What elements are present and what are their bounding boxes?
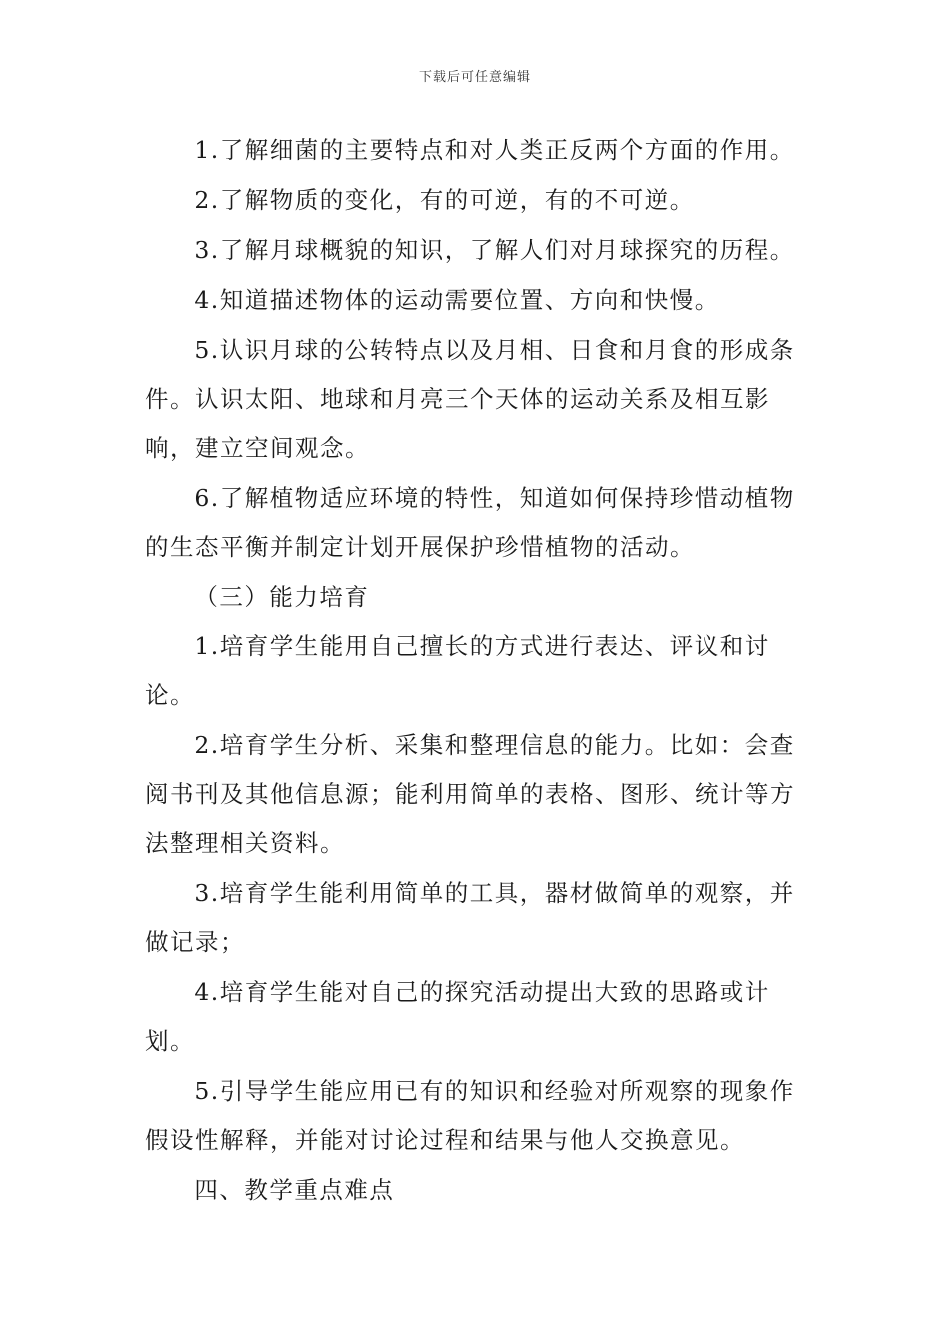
paragraph-goal-3: 3.了解月球概貌的知识，了解人们对月球探究的历程。 [194,236,795,264]
paragraph-goal-6: 6.了解植物适应环境的特性，知道如何保持珍惜动植物的生态平衡并制定计划开展保护珍惜植物的活动。 [145,484,795,561]
paragraph-ability-1: 1.培育学生能用自己擅长的方式进行表达、评议和讨论。 [145,632,770,709]
document-body [145,126,810,1215]
paragraph-ability-3: 3.培育学生能利用简单的工具，器材做简单的观察，并做记录； [145,879,795,956]
section-heading-key-points: 四、教学重点难点 [194,1176,395,1204]
section-heading-ability: （三）能力培育 [194,583,370,611]
paragraph-ability-5: 5.引导学生能应用已有的知识和经验对所观察的现象作假设性解释，并能对讨论过程和结果与他人交换意见。 [145,1077,795,1154]
page-header: 下载后可任意编辑 [418,70,531,85]
paragraph-goal-5: 5.认识月球的公转特点以及月相、日食和月食的形成条件。认识太阳、地球和月亮三个天体的运动关系及相互影响，建立空间观念。 [145,336,795,462]
paragraph-ability-2: 2.培育学生分析、采集和整理信息的能力。比如：会查阅书刊及其他信息源；能利用简单的表格、图形、统计等方法整理相关资料。 [145,731,795,857]
paragraph-goal-1: 1.了解细菌的主要特点和对人类正反两个方面的作用。 [194,136,795,164]
paragraph-goal-2: 2.了解物质的变化，有的可逆，有的不可逆。 [194,186,695,214]
paragraph-ability-4: 4.培育学生能对自己的探究活动提出大致的思路或计划。 [145,978,770,1055]
paragraph-goal-4: 4.知道描述物体的运动需要位置、方向和快慢。 [194,286,720,314]
